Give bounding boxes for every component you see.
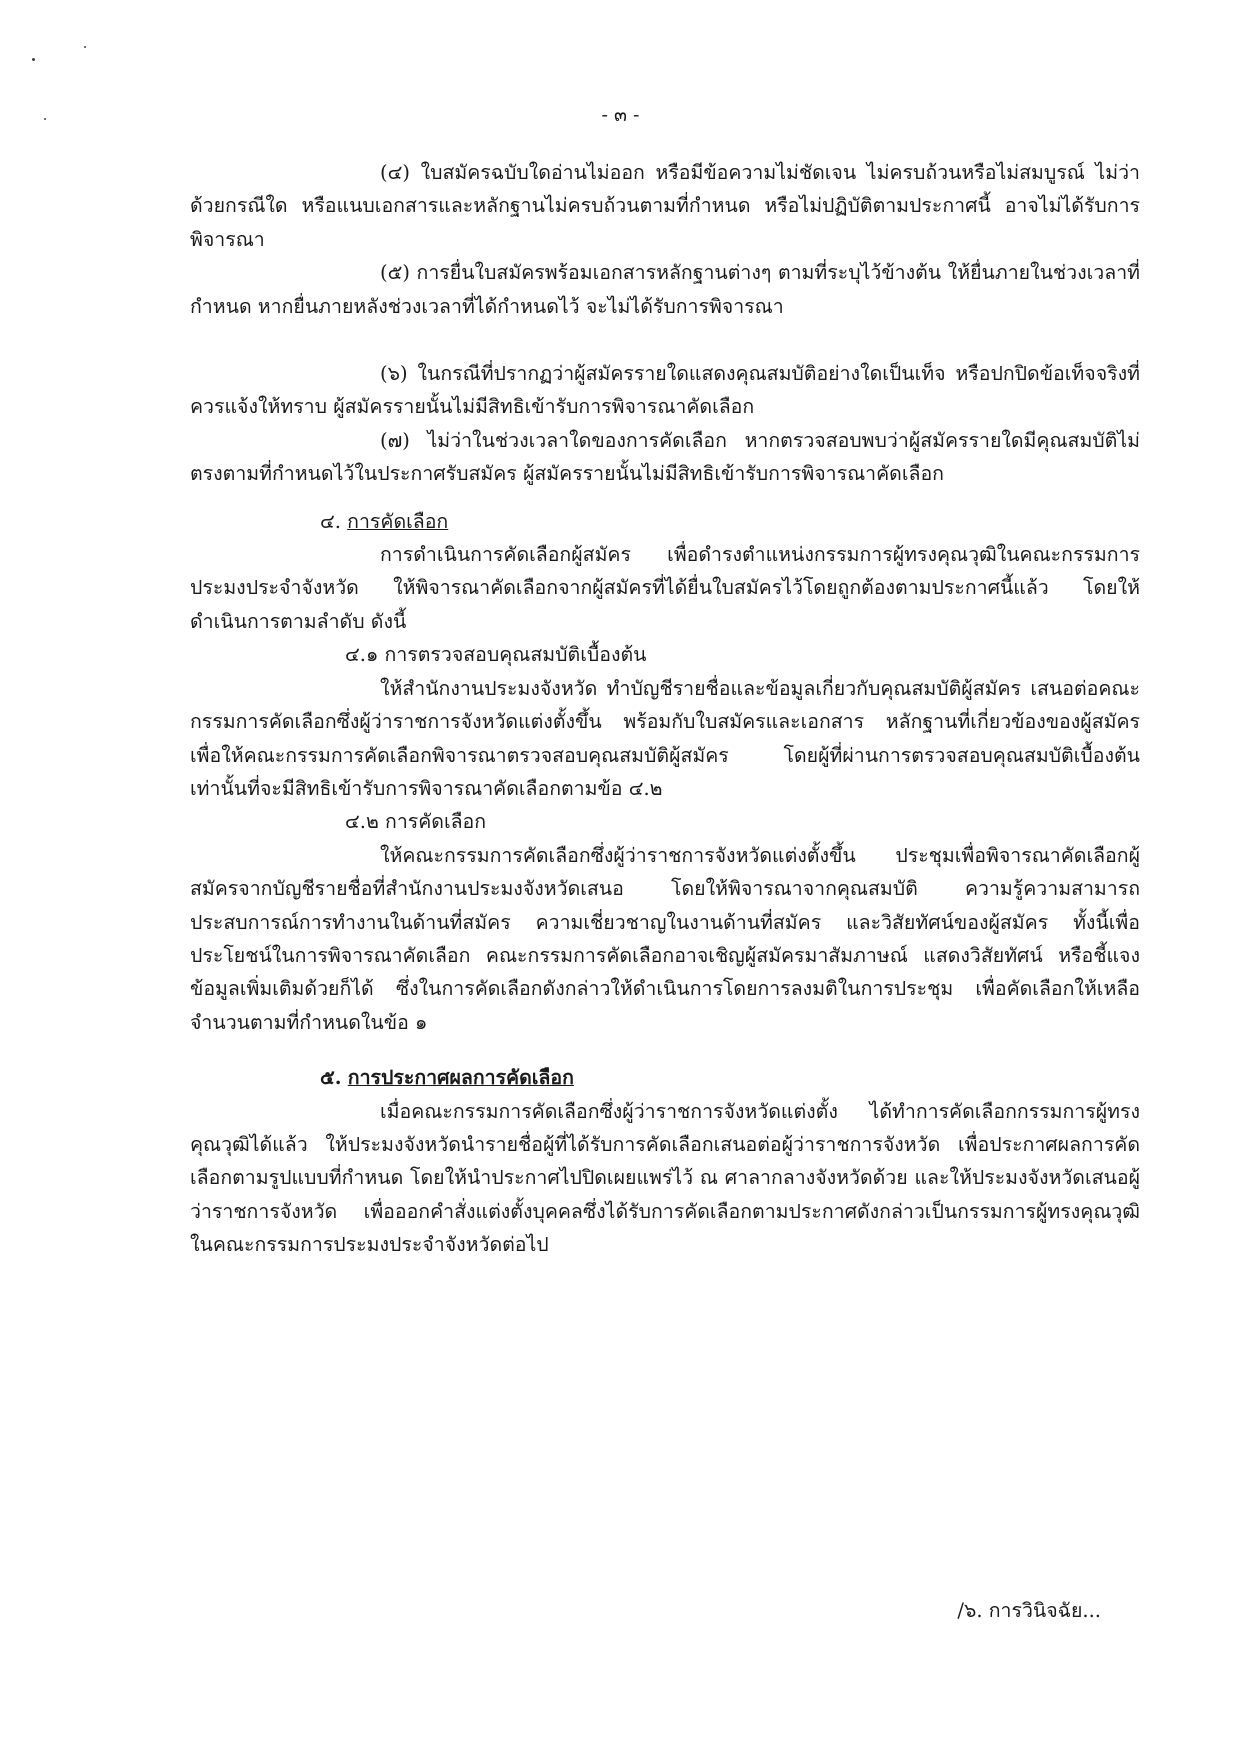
section-5-text: เมื่อคณะกรรมการคัดเลือกซึ่งผู้ว่าราชการจังหวัดแต่งตั้ง ได้ทำการคัดเลือกกรรมการผู้ทรงคุณวุฒิได้แล้ว ให้ประมงจังหวัดนำรายชื่อผู้ที่ได้รับการคัดเลือกเสนอต่อผู้ว่าราชการจังหวัด เพื่อประกาศผลการคัดเลือกตามรูปแบบที่กำหนด โดยให้นำประกาศไปปิดเผยแพร่ไว้ ณ ศาลากลางจังหวัดด้วย และให้ประมงจังหวัดเสนอผู้ว่าราชการจังหวัด เพื่อออกคำสั่งแต่งตั้งบุคคลซึ่งได้รับการคัดเลือกตามประกาศดังกล่าวเป็นกรรมการผู้ทรงคุณวุฒิในคณะกรรมการประมงประจำจังหวัดต่อไป: [190, 1099, 1140, 1257]
section-4-1-text: ให้สำนักงานประมงจังหวัด ทำบัญชีรายชื่อและข้อมูลเกี่ยวกับคุณสมบัติผู้สมัคร เสนอต่อคณะกรรมการคัดเลือกซึ่งผู้ว่าราชการจังหวัดแต่งตั้งขึ้น พร้อมกับใบสมัครและเอกสาร หลักฐานที่เกี่ยวข้องของผู้สมัคร เพื่อให้คณะกรรมการคัดเลือกพิจารณาตรวจสอบคุณสมบัติผู้สมัคร โดยผู้ที่ผ่านการตรวจสอบคุณสมบัติเบื้องต้นเท่านั้นที่จะมีสิทธิเข้ารับการพิจารณาคัดเลือกตามข้อ ๔.๒: [190, 676, 1140, 800]
paragraph-5: (๕) การยื่นใบสมัครพร้อมเอกสารหลักฐานต่างๆ ตามที่ระบุไว้ข้างต้น ให้ยื่นภายในช่วงเวลาที่กำหนด หากยื่นภายหลังช่วงเวลาที่ได้กำหนดไว้ จะไม่ได้รับการพิจารณา: [190, 261, 1140, 318]
section-5-number: ๕.: [320, 1066, 342, 1090]
document-body: [190, 156, 1140, 1262]
page-number: - ๓ -: [601, 104, 640, 126]
section-4-heading: [190, 505, 1140, 538]
section-4-intro: การดำเนินการคัดเลือกผู้สมัคร เพื่อดำรงตำแหน่งกรรมการผู้ทรงคุณวุฒิในคณะกรรมการประมงประจำจังหวัด ให้พิจารณาคัดเลือกจากผู้สมัครที่ได้ยื่นใบสมัครไว้โดยถูกต้องตามประกาศนี้แล้ว โดยให้ดำเนินการตามลำดับ ดังนี้: [190, 543, 1140, 633]
paragraph-6: (๖) ในกรณีที่ปรากฏว่าผู้สมัครรายใดแสดงคุณสมบัติอย่างใดเป็นเท็จ หรือปกปิดข้อเท็จจริงที่ควรแจ้งให้ทราบ ผู้สมัครรายนั้นไม่มีสิทธิเข้ารับการพิจารณาคัดเลือก: [190, 362, 1140, 419]
section-4-number: ๔.: [320, 509, 341, 533]
section-4-2-text: ให้คณะกรรมการคัดเลือกซึ่งผู้ว่าราชการจังหวัดแต่งตั้งขึ้น ประชุมเพื่อพิจารณาคัดเลือกผู้สมัครจากบัญชีรายชื่อที่สำนักงานประมงจังหวัดเสนอ โดยให้พิจารณาจากคุณสมบัติ ความรู้ความสามารถประสบการณ์การทำงานในด้านที่สมัคร ความเชี่ยวชาญในงานด้านที่สมัคร และวิสัยทัศน์ของผู้สมัคร ทั้งนี้เพื่อประโยชน์ในการพิจารณาคัดเลือก คณะกรรมการคัดเลือกอาจเชิญผู้สมัครมาสัมภาษณ์ แสดงวิสัยทัศน์ หรือชี้แจงข้อมูลเพิ่มเติมด้วยก็ได้ ซึ่งในการคัดเลือกดังกล่าวให้ดำเนินการโดยการลงมติในการประชุม เพื่อคัดเลือกให้เหลือจำนวนตามที่กำหนดในข้อ ๑: [190, 843, 1140, 1034]
section-5-heading: [190, 1061, 1140, 1094]
section-4-1-title: ๔.๑ การตรวจสอบคุณสมบัติเบื้องต้น: [345, 643, 647, 667]
next-page-reference: /๖. การวินิจฉัย...: [957, 1599, 1101, 1622]
speck: [84, 46, 86, 48]
section-5-title: การประกาศผลการคัดเลือก: [347, 1066, 574, 1090]
section-4-title: การคัดเลือก: [347, 509, 449, 533]
speck: [32, 58, 35, 61]
paragraph-4: (๔) ใบสมัครฉบับใดอ่านไม่ออก หรือมีข้อความไม่ชัดเจน ไม่ครบถ้วนหรือไม่สมบูรณ์ ไม่ว่าด้วยกรณีใด หรือแนบเอกสารและหลักฐานไม่ครบถ้วนตามที่กำหนด หรือไม่ปฏิบัติตามประกาศนี้ อาจไม่ได้รับการพิจารณา: [190, 161, 1140, 251]
section-4-2-title: ๔.๒ การคัดเลือก: [345, 810, 487, 834]
paragraph-7: (๗) ไม่ว่าในช่วงเวลาใดของการคัดเลือก หากตรวจสอบพบว่าผู้สมัครรายใดมีคุณสมบัติไม่ตรงตามที่กำหนดไว้ในประกาศรับสมัคร ผู้สมัครรายนั้นไม่มีสิทธิเข้ารับการพิจารณาคัดเลือก: [190, 428, 1140, 486]
